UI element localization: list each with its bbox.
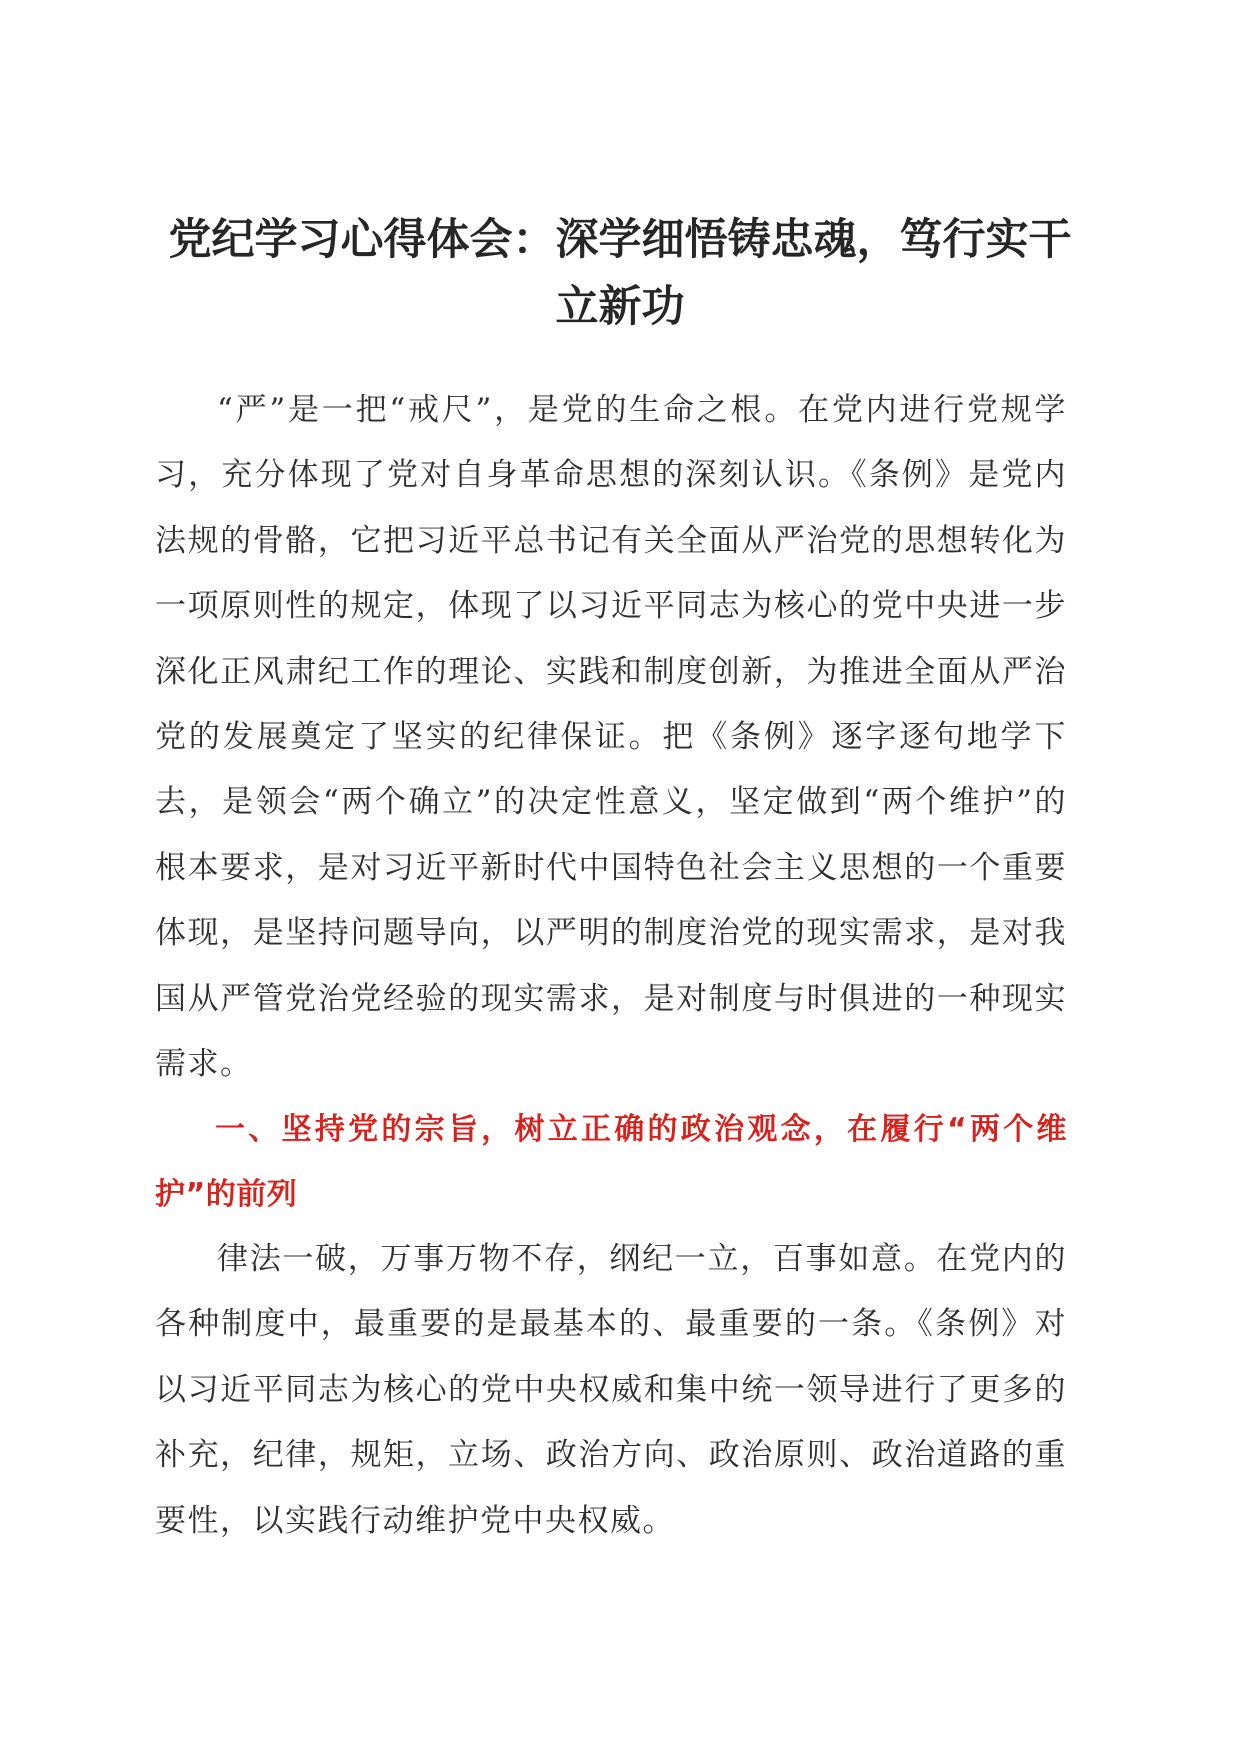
section-heading-1: 一、坚持党的宗旨，树立正确的政治观念，在履行“两个维护”的前列 [155,1112,1067,1213]
document-title: 党纪学习心得体会：深学细悟铸忠魂，笃行实干立新功 [168,215,1072,332]
body-paragraph-1: “严”是一把“戒尺”，是党的生命之根。在党内进行党规学习，充分体现了党对自身革命思想的深刻认识。《条例》是党内法规的骨骼，它把习近平总书记有关全面从严治党的思想转化为一项原则性的规定，体现了以习近平同志为核心的党中央进一步深化正风肃纪工作的理论、实践和制度创新，为推进全面从严治党的发展奠定了坚实的纪律保证。把《条例》逐字逐句地学下去，是领会“两个确立”的决定性意义，坚定做到“两个维护”的根本要求，是对习近平新时代中国特色社会主义思想的一个重要体现，是坚持问题导向，以严明的制度治党的现实需求，是对我国从严管党治党经验的现实需求，是对制度与时俱进的一种现实需求。 [155,392,1067,1083]
body-paragraph-2: 律法一破，万事万物不存，纲纪一立，百事如意。在党内的各种制度中，最重要的是最基本的、最重要的一条。《条例》对以习近平同志为核心的党中央权威和集中统一领导进行了更多的补充，纪律，规矩，立场、政治方向、政治原则、政治道路的重要性，以实践行动维护党中央权威。 [155,1241,1067,1539]
